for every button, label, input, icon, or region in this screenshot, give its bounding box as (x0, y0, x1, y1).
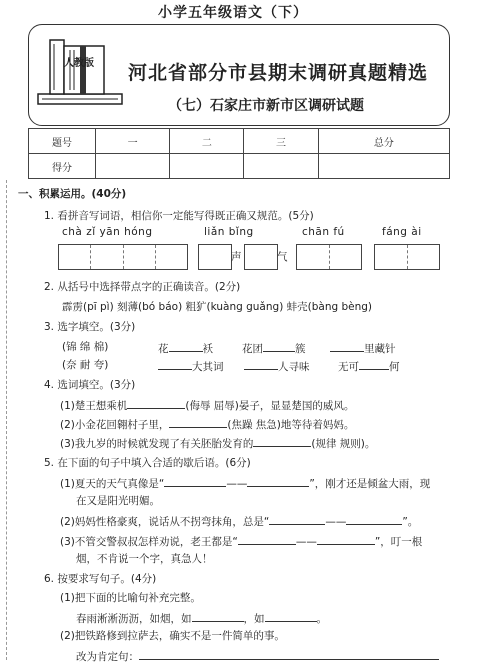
q6-item-1-sentence: 春雨淅淅沥沥，如烟，如 ，如 。 (76, 610, 327, 626)
tianzige-word-3[interactable] (296, 244, 362, 270)
q6-item-2: (2)把铁路修到拉萨去，确实不是一件简单的事。 (60, 630, 285, 642)
tianzige-word-2a[interactable] (198, 244, 232, 270)
logo-text: 人教版 (64, 58, 94, 69)
blank[interactable] (169, 416, 227, 428)
blank[interactable] (247, 475, 309, 487)
table-cell[interactable] (244, 154, 318, 179)
blank[interactable] (158, 358, 192, 370)
q3-row1-word-1: 花 袄 (158, 340, 213, 356)
blank[interactable] (238, 533, 296, 545)
q4-sentence-1: (1)楚王想乘机 (侮辱 屈辱)晏子，显显楚国的威风。 (60, 397, 354, 413)
binding-margin-line (6, 180, 8, 660)
tianzige-word-1[interactable] (58, 244, 188, 270)
table-row (29, 129, 450, 154)
score-table (28, 128, 450, 179)
q5-sentence-2: (2)妈妈性格豪爽，说话从不拐弯抹角，总是“ —— ”。 (60, 513, 418, 529)
tianzige-word-2b[interactable] (244, 244, 278, 270)
table-row (29, 154, 450, 179)
blank[interactable] (127, 397, 185, 409)
blank[interactable] (269, 513, 325, 525)
book-logo (34, 30, 126, 110)
blank[interactable] (192, 610, 244, 622)
q4-sentence-3: (3)我九岁的时候就发现了有关胚胎发育的 (规律 规则)。 (60, 435, 375, 451)
blank[interactable] (317, 533, 375, 545)
table-cell: 得分 (29, 154, 96, 179)
table-cell[interactable] (318, 154, 449, 179)
question-3-prompt: 3. 选字填空。(3分) (44, 321, 136, 333)
q3-row2-options: (奈 耐 夸) (62, 359, 109, 371)
blank[interactable] (330, 340, 364, 352)
question-5-prompt: 5. 在下面的句子中填入合适的歇后语。(6分) (44, 457, 251, 469)
blank[interactable] (263, 340, 295, 352)
table-cell[interactable] (170, 154, 244, 179)
question-4-prompt: 4. 选词填空。(3分) (44, 379, 136, 391)
tianzige-word-4[interactable] (374, 244, 440, 270)
subtitle: （七）石家庄市新市区调研试题 (168, 98, 364, 114)
blank[interactable] (169, 340, 203, 352)
table-cell: 二 (170, 129, 244, 154)
blank[interactable] (244, 358, 278, 370)
pinyin-4: fáng ài (382, 226, 422, 238)
fixed-char-1: 声 (231, 251, 242, 263)
q3-row1-word-2: 花团 簇 (242, 340, 306, 356)
pinyin-1: chà zǐ yān hóng (62, 226, 153, 238)
main-title: 河北省部分市县期末调研真题精选 (128, 62, 429, 84)
blank[interactable] (359, 358, 389, 370)
answer-line[interactable] (139, 648, 439, 660)
book-logo-icon (34, 30, 126, 110)
q5-sentence-1-cont: 在又是阳光明媚。 (76, 495, 160, 507)
blank[interactable] (346, 513, 402, 525)
table-cell: 题号 (29, 129, 96, 154)
q5-sentence-3-cont: 烟，不肯说一个字，真急人！ (76, 553, 213, 565)
pinyin-2: liǎn bǐng (204, 226, 254, 238)
section-heading: 一、积累运用。(40分) (18, 188, 127, 200)
blank[interactable] (164, 475, 226, 487)
blank[interactable] (253, 435, 311, 447)
q6-item-1: (1)把下面的比喻句补充完整。 (60, 592, 201, 604)
q3-row2-word-1: 大其词 (158, 358, 224, 374)
series-label: 小学五年级语文（下） (158, 5, 308, 21)
question-2-items: 霹雳(pī pì) 刻薄(bó báo) 粗犷(kuàng guǎng) 蚌壳(bàng bèng) (62, 301, 373, 313)
q6-item-2-answer: 改为肯定句： (76, 648, 439, 664)
q5-sentence-1: (1)夏天的天气真像是“ —— ”，刚才还是倾盆大雨，现 (60, 475, 430, 491)
q4-sentence-2: (2)小金花回翱村子里， (焦躁 焦急)地等待着妈妈。 (60, 416, 354, 432)
blank[interactable] (265, 610, 317, 622)
question-1-prompt: 1. 看拼音写词语，相信你一定能写得既正确又规范。(5分) (44, 210, 314, 222)
pinyin-3: chān fú (302, 226, 345, 238)
question-2-prompt: 2. 从括号中选择带点字的正确读音。(2分) (44, 281, 241, 293)
question-6-prompt: 6. 按要求写句子。(4分) (44, 573, 157, 585)
q3-row1-word-3: 里藏针 (330, 340, 396, 356)
fixed-char-2: 气 (277, 251, 288, 263)
table-cell: 一 (96, 129, 170, 154)
q3-row2-word-3: 无可 何 (338, 358, 400, 374)
table-cell: 三 (244, 129, 318, 154)
table-cell: 总分 (318, 129, 449, 154)
table-cell[interactable] (96, 154, 170, 179)
q3-row1-options: (锦 绵 棉) (62, 341, 109, 353)
q5-sentence-3: (3)不管交警叔叔怎样劝说，老王都是“ —— ”，叮一根 (60, 533, 422, 549)
q3-row2-word-2: 人寻味 (244, 358, 310, 374)
